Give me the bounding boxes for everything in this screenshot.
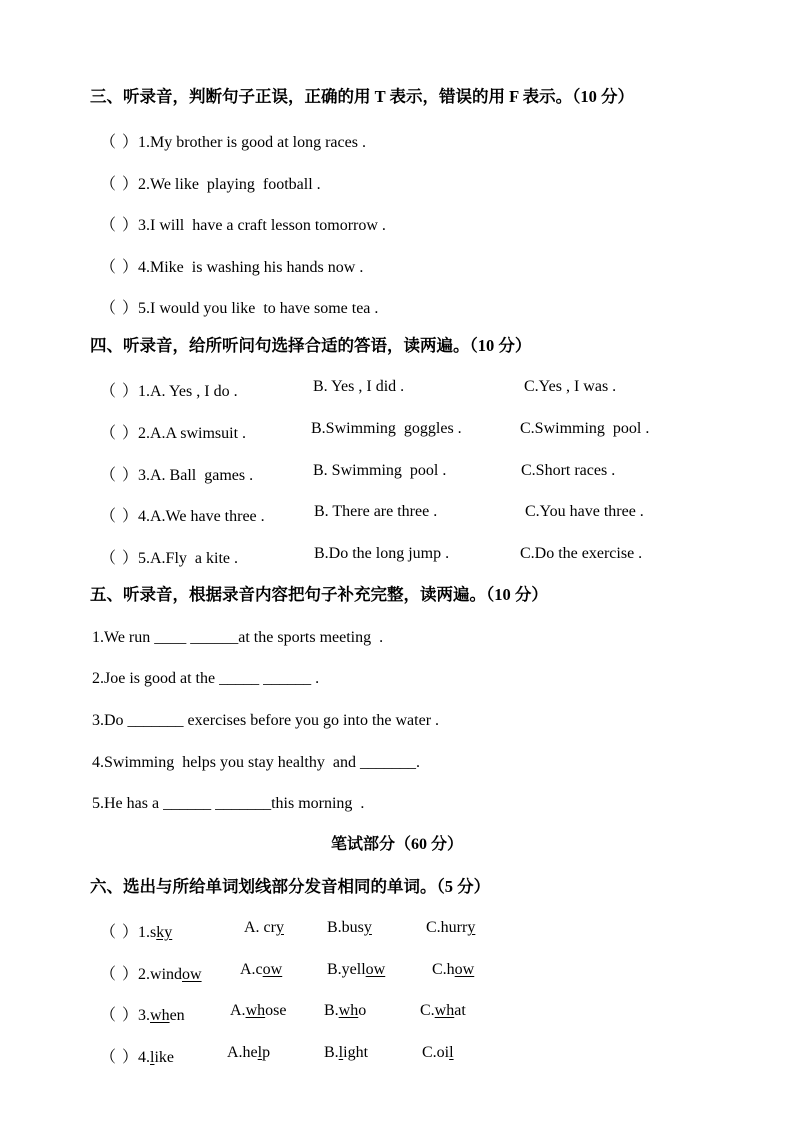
question-word: ）4.like (122, 1049, 175, 1066)
option-a: A. cry (244, 919, 284, 936)
section3-heading: 三、听录音，判断句子正误，正确的用 T 表示，错误的用 F 表示。（10 分） (90, 87, 635, 106)
item-text: ）4.Mike is washing his hands now . (122, 259, 364, 276)
fill-blank-sentence: 5.He has a ______ _______this morning . (92, 795, 365, 812)
option-b: B.who (324, 1002, 367, 1019)
answer-paren[interactable]: （ (100, 425, 117, 442)
section5-heading: 五、听录音，根据录音内容把句子补充完整，读两遍。（10 分） (90, 585, 548, 604)
answer-paren[interactable]: （ (100, 1049, 117, 1066)
fill-blank-sentence: 4.Swimming helps you stay healthy and _______. (92, 754, 420, 771)
option-b: B. Swimming pool . (313, 462, 447, 479)
option-b: B.busy (327, 919, 372, 936)
option-a: ）1.A. Yes , I do . (122, 383, 238, 400)
option-c: C.Swimming pool . (520, 420, 650, 437)
answer-paren[interactable]: （ (100, 508, 117, 525)
option-a: ）3.A. Ball games . (122, 467, 254, 484)
option-c: C.Do the exercise . (520, 545, 643, 562)
option-c: C.what (420, 1002, 466, 1019)
option-c: C.Yes , I was . (524, 378, 617, 395)
written-part-title: 笔试部分（60 分） (330, 836, 463, 853)
fill-blank-sentence: 1.We run ____ ______at the sports meeting . (92, 629, 384, 646)
answer-paren[interactable]: （ (100, 176, 117, 193)
answer-paren[interactable]: （ (100, 259, 117, 276)
option-b: B.Swimming goggles . (311, 420, 462, 437)
option-c: C.hurry (426, 919, 476, 936)
option-b: B.light (324, 1044, 369, 1061)
item-text: ）1.My brother is good at long races . (122, 134, 366, 151)
section4-heading: 四、听录音，给所听问句选择合适的答语，读两遍。（10 分） (90, 336, 532, 355)
answer-paren[interactable]: （ (100, 550, 117, 567)
item-text: ）5.I would you like to have some tea . (122, 300, 379, 317)
option-a: ）4.A.We have three . (122, 508, 265, 525)
option-b: B. There are three . (314, 503, 438, 520)
answer-paren[interactable]: （ (100, 1007, 117, 1024)
fill-blank-sentence: 2.Joe is good at the _____ ______ . (92, 670, 320, 687)
option-c: C.oil (422, 1044, 454, 1061)
option-c: C.You have three . (525, 503, 644, 520)
answer-paren[interactable]: （ (100, 300, 117, 317)
option-a: ）2.A.A swimsuit . (122, 425, 247, 442)
option-b: B.Do the long jump . (314, 545, 450, 562)
answer-paren[interactable]: （ (100, 966, 117, 983)
option-a: A.help (227, 1044, 271, 1061)
option-a: A.cow (240, 961, 283, 978)
option-b: B. Yes , I did . (313, 378, 405, 395)
fill-blank-sentence: 3.Do _______ exercises before you go into the water . (92, 712, 440, 729)
option-a: A.whose (230, 1002, 287, 1019)
answer-paren[interactable]: （ (100, 924, 117, 941)
answer-paren[interactable]: （ (100, 467, 117, 484)
answer-paren[interactable]: （ (100, 134, 117, 151)
answer-paren[interactable]: （ (100, 217, 117, 234)
answer-paren[interactable]: （ (100, 383, 117, 400)
item-text: ）3.I will have a craft lesson tomorrow . (122, 217, 386, 234)
question-word: ）2.window (122, 966, 202, 983)
option-b: B.yellow (327, 961, 386, 978)
section6-heading: 六、选出与所给单词划线部分发音相同的单词。（5 分） (90, 877, 491, 896)
question-word: ）1.sky (122, 924, 173, 941)
option-a: ）5.A.Fly a kite . (122, 550, 238, 567)
item-text: ）2.We like playing football . (122, 176, 321, 193)
option-c: C.how (432, 961, 475, 978)
option-c: C.Short races . (521, 462, 616, 479)
question-word: ）3.when (122, 1007, 185, 1024)
